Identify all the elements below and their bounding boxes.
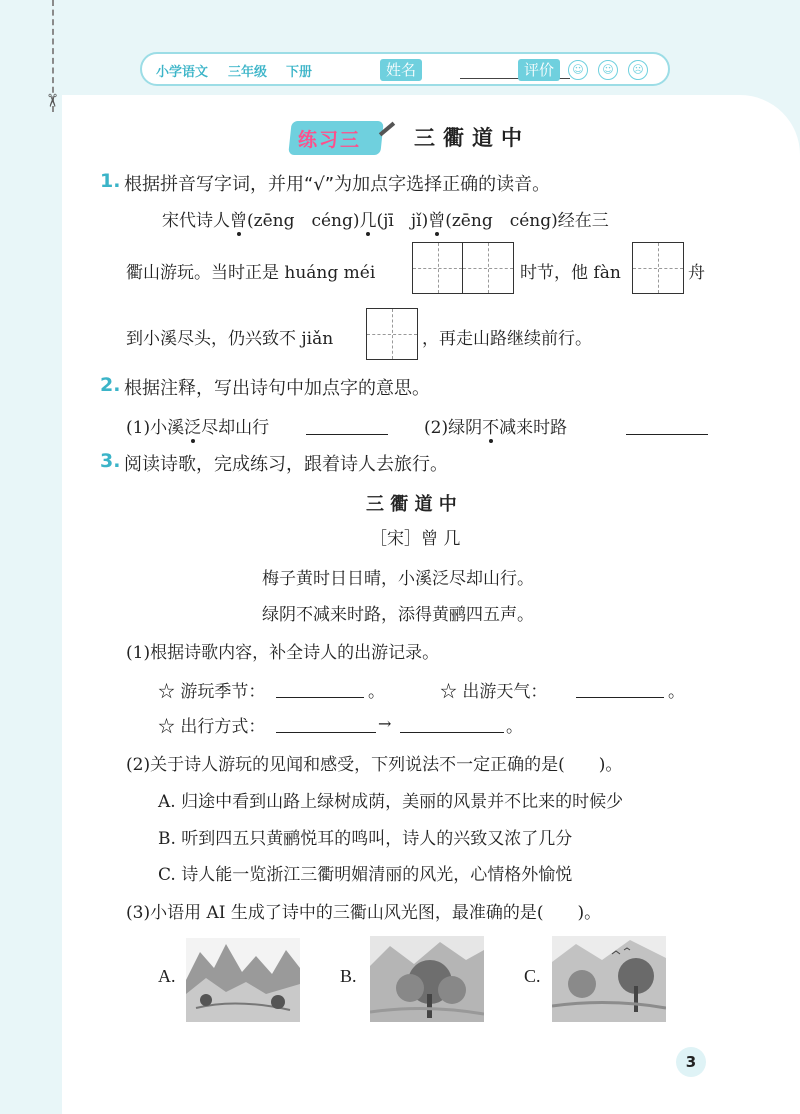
q1-line-1 — [162, 206, 609, 231]
answer-blank[interactable] — [400, 732, 504, 733]
q1-text: 宋代诗人 — [162, 211, 230, 231]
question-3-number: 3. — [100, 450, 121, 472]
writing-grid-fan[interactable] — [632, 242, 684, 294]
q2-text: 减来时路 — [499, 418, 568, 438]
q1-line-2a: 衢山游玩。当时正是 huáng méi — [126, 263, 376, 283]
end-mark: 。 — [668, 682, 685, 702]
q3-sub-3: (3)小语用 AI 生成了诗中的三衢山风光图，最准确的是( )。 — [126, 903, 602, 923]
name-label: 姓名 — [380, 59, 422, 81]
pinyin-choice[interactable]: (zēng céng) — [247, 211, 360, 231]
q2-text: 尽却山行 — [201, 418, 270, 438]
poem-author: ［宋］曾 几 — [370, 529, 461, 549]
grade-label: 三年级 — [228, 65, 268, 80]
answer-blank[interactable] — [276, 697, 364, 698]
dotted-char: 曾 — [428, 211, 446, 231]
pic-c-label: C. — [524, 966, 541, 986]
answer-blank[interactable] — [306, 434, 388, 435]
end-mark: 。 — [368, 682, 385, 702]
good-face-icon[interactable]: ☺ — [568, 60, 588, 80]
question-1-number: 1. — [100, 170, 121, 192]
q3-sub-1: (1)根据诗歌内容，补全诗人的出游记录。 — [126, 643, 440, 663]
dotted-char: 泛 — [184, 418, 202, 438]
page-title: 三衢道中 — [414, 126, 530, 150]
option-a[interactable]: A. 归途中看到山路上绿树成荫，美丽的风景并不比来的时候少 — [158, 792, 624, 812]
exercise-label: 练习三 — [298, 129, 362, 151]
question-2-prompt: 根据注释，写出诗句中加点字的意思。 — [124, 378, 430, 399]
dotted-char: 曾 — [230, 211, 247, 231]
q3-star-3: ☆ 出行方式： — [158, 717, 266, 737]
q1-line-2b: 时节，他 fàn — [520, 263, 621, 283]
writing-grid-huangmei[interactable] — [412, 242, 514, 294]
answer-blank[interactable] — [276, 732, 376, 733]
answer-blank[interactable] — [576, 697, 664, 698]
landscape-image-b[interactable] — [370, 936, 484, 1022]
q1-line-3a: 到小溪尽头，仍兴致不 jiǎn — [126, 329, 334, 349]
question-2-number: 2. — [100, 374, 121, 396]
pic-a-label: A. — [158, 966, 176, 986]
q3-sub-2: (2)关于诗人游玩的见闻和感受，下列说法不一定正确的是( )。 — [126, 755, 623, 775]
pinyin-choice[interactable]: (jī jǐ) — [376, 211, 429, 231]
header-bar — [140, 52, 670, 86]
dotted-char: 几 — [359, 211, 377, 231]
q1-line-2c: 舟 — [688, 263, 705, 283]
q1-line-3b: ，再走山路继续前行。 — [422, 329, 592, 349]
dotted-char: 不 — [482, 418, 500, 438]
writing-grid-jian[interactable] — [366, 308, 418, 360]
q2-text: (2)绿阴 — [424, 418, 483, 438]
pic-b-label: B. — [340, 966, 357, 986]
landscape-image-a[interactable] — [186, 938, 300, 1022]
option-b[interactable]: B. 听到四五只黄鹂悦耳的鸣叫，诗人的兴致又浓了几分 — [158, 829, 573, 849]
volume-label: 下册 — [286, 65, 313, 80]
option-c[interactable]: C. 诗人能一览浙江三衢明媚清丽的风光，心情格外愉悦 — [158, 865, 573, 885]
rating-label: 评价 — [518, 59, 560, 81]
subject-label: 小学语文 — [156, 65, 209, 80]
ok-face-icon[interactable]: ☺ — [598, 60, 618, 80]
page-number: 3 — [676, 1047, 706, 1077]
poem-title: 三 衢 道 中 — [366, 494, 457, 515]
pinyin-choice[interactable]: (zēng céng)经在三 — [445, 211, 609, 231]
scissors-icon: ✂ — [41, 92, 63, 109]
q2-item-1 — [126, 413, 269, 438]
q2-item-2 — [424, 413, 567, 438]
end-mark: 。 — [506, 717, 523, 737]
landscape-image-c[interactable] — [552, 936, 666, 1022]
q2-text: (1)小溪 — [126, 418, 185, 438]
question-3-prompt: 阅读诗歌，完成练习，跟着诗人去旅行。 — [124, 454, 448, 475]
question-1-prompt: 根据拼音写字词，并用“√”为加点字选择正确的读音。 — [124, 174, 551, 195]
answer-blank[interactable] — [626, 434, 708, 435]
q3-star-1: ☆ 游玩季节： — [158, 682, 266, 702]
arrow-right-icon: → — [378, 714, 392, 733]
poem-line-2: 绿阴不减来时路，添得黄鹂四五声。 — [262, 605, 534, 625]
poem-line-1: 梅子黄时日日晴，小溪泛尽却山行。 — [262, 569, 534, 589]
q3-star-2: ☆ 出游天气： — [440, 682, 548, 702]
bad-face-icon[interactable]: ☹ — [628, 60, 648, 80]
